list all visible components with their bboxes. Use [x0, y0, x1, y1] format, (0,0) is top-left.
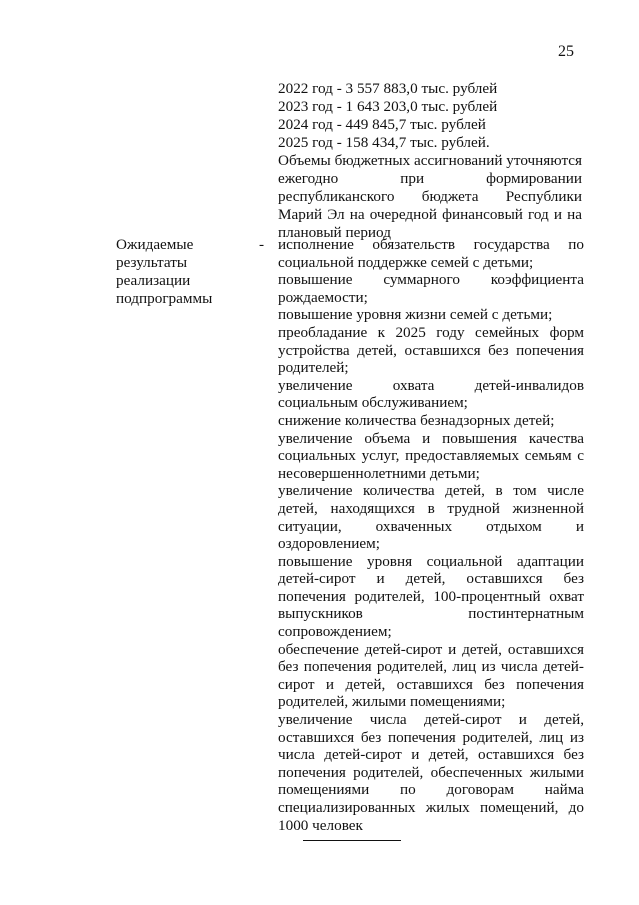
- result-item: повышение уровня социальной адаптации детей-сирот и детей, оставшихся без попечения родителей, 100-процентный охват выпускников постинтернатным сопровождением;: [278, 552, 584, 641]
- expected-results-list: [278, 236, 584, 834]
- footer-divider: [303, 840, 401, 841]
- budget-year-line: 2022 год - 3 557 883,0 тыс. рублей: [278, 80, 498, 97]
- budget-note: Объемы бюджетных ассигнований уточняются ежегодно при формировании республиканского бюджета Республики Марий Эл на очередной финансовый год и на плановый период: [278, 152, 582, 241]
- result-item: обеспечение детей-сирот и детей, оставшихся без попечения родителей, лиц из числа детей-сирот и детей, оставшихся без попечения родителей, жилыми помещениями;: [278, 640, 584, 711]
- page-number: 25: [558, 43, 574, 60]
- budget-year-line: 2025 год - 158 434,7 тыс. рублей.: [278, 134, 490, 151]
- label-line: Ожидаемые: [116, 236, 194, 253]
- result-item: снижение количества безнадзорных детей;: [278, 411, 555, 429]
- result-item: увеличение числа детей-сирот и детей, оставшихся без попечения родителей, лиц из числа детей-сирот и детей, оставшихся без попечения родителей, обеспеченных жилыми помещениями по договорам найма специализированных жилых помещений, до 1000 человек: [278, 711, 584, 834]
- result-item: увеличение объема и повышения качества социальных услуг, предоставляемых семьям с несовершеннолетними детьми;: [278, 429, 584, 482]
- label-dash: -: [259, 236, 265, 253]
- result-item: преобладание к 2025 году семейных форм устройства детей, оставшихся без попечения родителей;: [278, 323, 584, 377]
- label-line: подпрограммы: [116, 290, 213, 307]
- budget-year-line: 2024 год - 449 845,7 тыс. рублей: [278, 116, 486, 133]
- result-item: повышение уровня жизни семей с детьми;: [278, 306, 553, 324]
- expected-results-label: [116, 236, 256, 308]
- budget-year-line: 2023 год - 1 643 203,0 тыс. рублей: [278, 98, 498, 115]
- budget-allocations-block: [278, 80, 582, 242]
- label-line: результаты: [116, 254, 188, 271]
- result-item: исполнение обязательств государства по социальной поддержке семей с детьми;: [278, 236, 584, 271]
- result-item: повышение суммарного коэффициента рождаемости;: [278, 271, 584, 306]
- result-item: увеличение охвата детей-инвалидов социальным обслуживанием;: [278, 376, 584, 412]
- label-line: реализации: [116, 272, 191, 289]
- result-item: увеличение количества детей, в том числе детей, находящихся в трудной жизненной ситуации, охваченных отдыхом и оздоровлением;: [278, 482, 584, 553]
